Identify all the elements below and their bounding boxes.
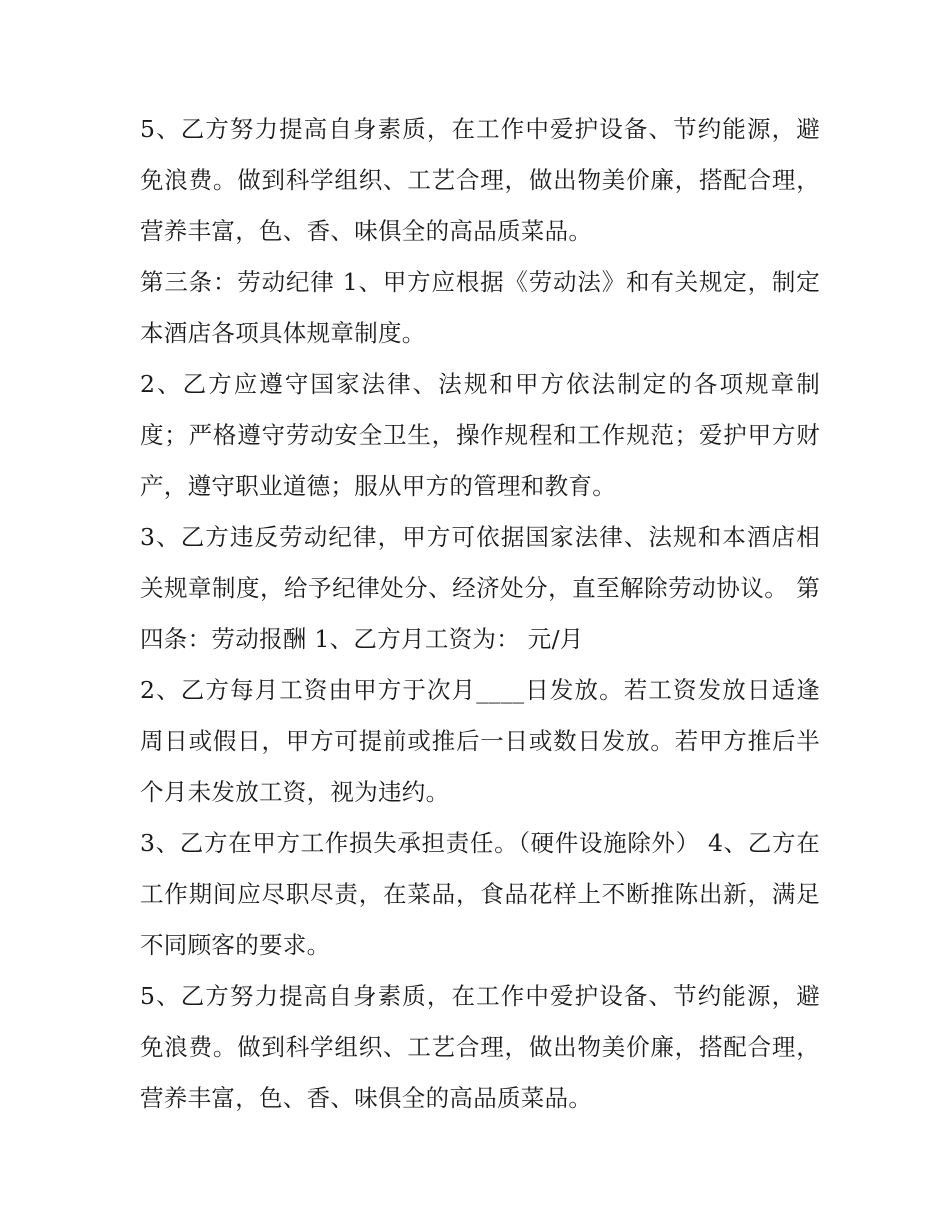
paragraph-clause-5-self-improvement-repeat: 5、乙方努力提高自身素质，在工作中爱护设备、节约能源，避免浪费。做到科学组织、工艺合理，做出物美价廉，搭配合理，营养丰富，色、香、味俱全的高品质菜品。 (140, 982, 820, 1112)
paragraph-clause-5-self-improvement: 5、乙方努力提高自身素质，在工作中爱护设备、节约能源，避免浪费。做到科学组织、工艺合理，做出物美价廉，搭配合理，营养丰富，色、香、味俱全的高品质菜品。 (140, 115, 820, 245)
paragraph-clause-3-violations-and-article-4: 3、乙方违反劳动纪律，甲方可依据国家法律、法规和本酒店相关规章制度，给予纪律处分、经济处分，直至解除劳动协议。 第四条：劳动报酬 1、乙方月工资为： 元/月 (140, 523, 820, 653)
document-body (140, 104, 820, 1124)
paragraph-clause-2-salary-payment: 2、乙方每月工资由甲方于次月____日发放。若工资发放日适逢周日或假日，甲方可提前或推后一日或数日发放。若甲方推后半个月未发放工资，视为违约。 (140, 676, 820, 806)
paragraph-clause-3-4-responsibility: 3、乙方在甲方工作损失承担责任。（硬件设施除外） 4、乙方在工作期间应尽职尽责，在菜品，食品花样上不断推陈出新，满足不同顾客的要求。 (140, 829, 820, 959)
paragraph-article-3-labor-discipline: 第三条：劳动纪律 1、甲方应根据《劳动法》和有关规定，制定本酒店各项具体规章制度。 (140, 268, 820, 347)
paragraph-clause-2-obey-rules: 2、乙方应遵守国家法律、法规和甲方依法制定的各项规章制度；严格遵守劳动安全卫生，操作规程和工作规范；爱护甲方财产，遵守职业道德；服从甲方的管理和教育。 (140, 370, 820, 500)
